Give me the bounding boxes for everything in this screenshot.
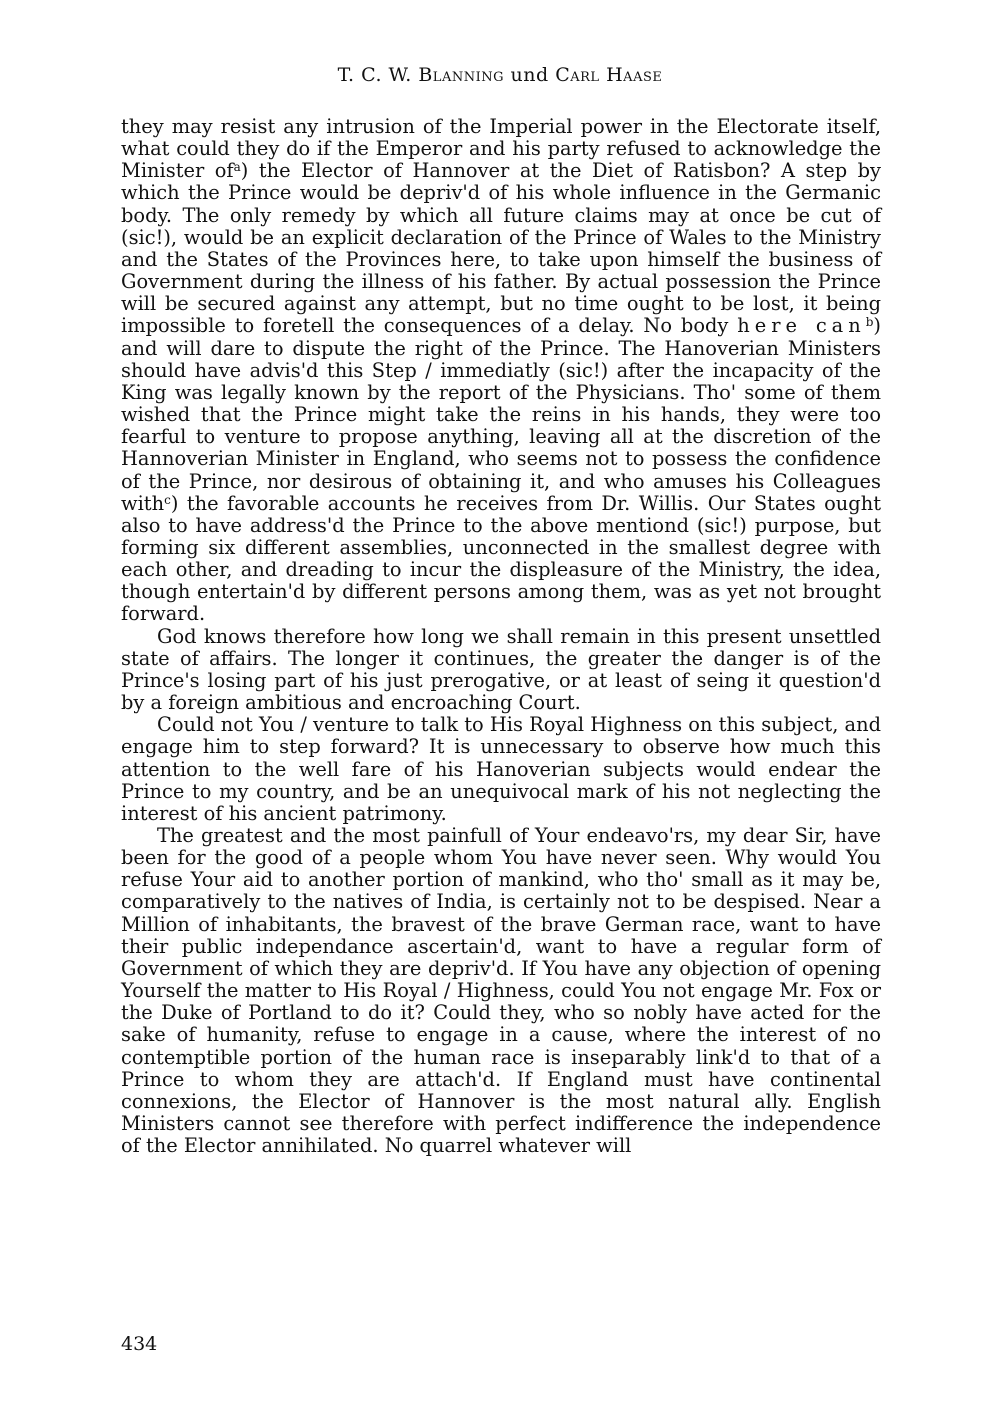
author1-initials: T. C. W. bbox=[337, 64, 412, 86]
paragraph-1-part-4: ) and will dare to dispute the right of the Prince. The Hanoverian Ministers should have advis'd this Step / immediatly (sic!) after the incapacity of the King was legally known by the report of the Physicians. Tho' some of them wished that the Prince might take the reins in his hands, they were too fearful to venture to propose anything, leaving all at the discretion of the Hannoverian Minister in England, who seems not to possess the confidence of the Prince, nor desirous of obtaining it, and who amuses his Colleagues with bbox=[121, 314, 881, 515]
spaced-emphasis: here can bbox=[737, 314, 866, 338]
paragraph-1-part-2: ) the Elector of Hannover at the Diet of Ratisbon? A step by which the Prince would be depriv'd of his whole influence in the Germanic body. The only remedy by which all future claims may at once be cut of (sic!), would be an explicit declaration of the Prince of Wales to the Ministry and the States of the Provinces here, to take upon himself the business of Government during the illness of his father. By actual possession the Prince will be secured against any attempt, but no time ought to be lost, it being impossible to foretell the consequences of a delay. No body bbox=[121, 159, 882, 338]
header-conjunction: und bbox=[510, 64, 549, 86]
footnote-marker-c: c bbox=[164, 492, 171, 507]
paragraph-1-part-1: they may resist any intrusion of the Imperial power in the Electorate itself, what could they do if the Emperor and his party refused to acknowledge the Minister of bbox=[121, 115, 881, 183]
footnote-marker-a: a bbox=[233, 160, 241, 175]
paragraph-1 bbox=[121, 116, 881, 626]
paragraph-1-part-5: ) the favorable accounts he receives from Dr. Willis. Our States ought also to have address'd the Prince to the above mentiond (sic!) purpose, but forming six different assemblies, unconnected in the smallest degree with each other, and dreading to incur the displeasure of the Ministry, the idea, though entertain'd by different persons among them, was as yet not brought forward. bbox=[121, 491, 881, 626]
author2-name: Carl Haase bbox=[555, 64, 663, 86]
footnote-marker-b: b bbox=[865, 315, 874, 330]
paragraph-2: God knows therefore how long we shall remain in this present unsettled state of affairs. The longer it continues, the greater the danger is of the Prince's losing part of his just prerogative, or at least of seing it question'd by a foreign ambitious and encroaching Court. bbox=[121, 624, 881, 715]
author1-surname: Blanning bbox=[418, 64, 504, 86]
page-number: 434 bbox=[121, 1333, 158, 1355]
paragraph-3: Could not You / venture to talk to His Royal Highness on this subject, and engage him to step forward? It is unnecessary to observe how much this attention to the well fare of his Hanoverian subjects would endear the Prince to my country, and be an unequivocal mark of his not neglecting the interest of his ancient patrimony. bbox=[121, 713, 881, 825]
letter-text bbox=[121, 116, 881, 1157]
paragraph-4: The greatest and the most painfull of Your endeavo'rs, my dear Sir, have been for the good of a people whom You have never seen. Why would You refuse Your aid to another portion of mankind, who tho' small as it may be, comparatively to the natives of India, is certainly not to be despised. Near a Million of inhabitants, the bravest of the brave German race, want to have their public independance ascertain'd, want to have a regular form of Government of which they are depriv'd. If You have any objection of opening Yourself the matter to His Royal / Highness, could You not engage Mr. Fox or the Duke of Portland to do it? Could they, who so nobly have acted for the sake of humanity, refuse to engage in a cause, where the interest of no contemptible portion of the human race is inseparably link'd to that of a Prince to whom they are attach'd. If England must have continental connexions, the Elector of Hannover is the most natural ally. English Ministers cannot see therefore with perfect indifference the independence of the Elector annihilated. No quarrel whatever will bbox=[121, 824, 881, 1158]
running-header bbox=[0, 64, 1000, 86]
